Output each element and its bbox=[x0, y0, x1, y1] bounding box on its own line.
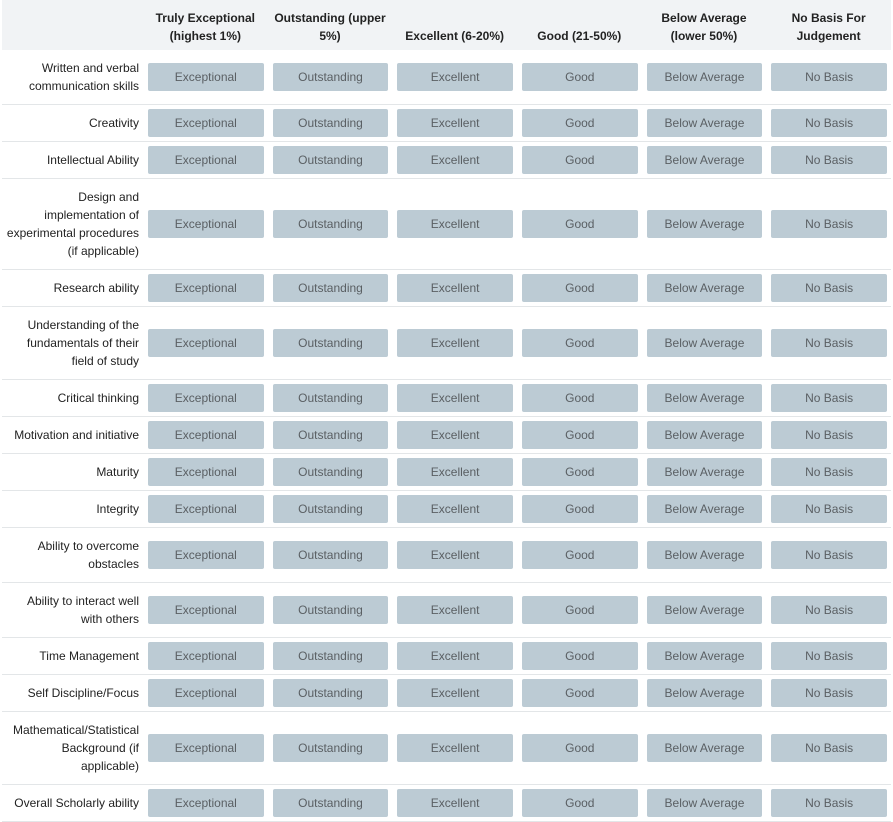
rating-option-button[interactable]: Outstanding bbox=[273, 421, 389, 449]
rating-option-button[interactable]: Exceptional bbox=[148, 679, 264, 707]
rating-option-button[interactable]: Good bbox=[522, 458, 638, 486]
rating-cell bbox=[143, 50, 268, 105]
rating-cell bbox=[766, 712, 891, 785]
rating-option-button[interactable]: No Basis bbox=[771, 274, 887, 302]
row-label: Understanding of the fundamentals of their field of study bbox=[26, 318, 139, 368]
rating-cell bbox=[392, 528, 517, 583]
rating-option-button[interactable]: Good bbox=[522, 734, 638, 762]
rating-cell bbox=[517, 675, 642, 712]
rating-option-button[interactable]: No Basis bbox=[771, 458, 887, 486]
column-header: Below Average (lower 50%) bbox=[642, 0, 767, 50]
matrix-row bbox=[2, 583, 891, 638]
rating-cell bbox=[766, 675, 891, 712]
rating-cell bbox=[392, 583, 517, 638]
rating-option-button[interactable]: No Basis bbox=[771, 734, 887, 762]
matrix-row bbox=[2, 142, 891, 179]
matrix-row bbox=[2, 50, 891, 105]
rating-option-button[interactable]: Outstanding bbox=[273, 384, 389, 412]
rating-cell bbox=[392, 712, 517, 785]
rating-cell bbox=[642, 454, 767, 491]
matrix-row bbox=[2, 307, 891, 380]
rating-cell bbox=[517, 105, 642, 142]
rating-option-button[interactable]: Exceptional bbox=[148, 734, 264, 762]
row-label: Ability to interact well with others bbox=[26, 594, 139, 626]
rating-cell bbox=[268, 712, 393, 785]
row-label: Mathematical/Statistical Background (if applicable) bbox=[12, 723, 139, 773]
rating-cell bbox=[766, 417, 891, 454]
rating-option-button[interactable]: Good bbox=[522, 210, 638, 238]
header-corner bbox=[2, 0, 143, 50]
column-header: Excellent (6-20%) bbox=[392, 0, 517, 50]
rating-option-button[interactable]: Below Average bbox=[647, 458, 763, 486]
rating-option-button[interactable]: Outstanding bbox=[273, 541, 389, 569]
rating-option-button[interactable]: Good bbox=[522, 421, 638, 449]
row-label: Creativity bbox=[88, 116, 139, 130]
row-label: Research ability bbox=[53, 281, 139, 295]
row-label: Critical thinking bbox=[57, 391, 139, 405]
rating-option-button[interactable]: No Basis bbox=[771, 679, 887, 707]
rating-option-button[interactable]: No Basis bbox=[771, 789, 887, 817]
rating-cell bbox=[766, 638, 891, 675]
rating-cell bbox=[517, 785, 642, 822]
rating-option-button[interactable]: Excellent bbox=[397, 458, 513, 486]
rating-option-button[interactable]: Outstanding bbox=[273, 642, 389, 670]
rating-option-button[interactable]: Below Average bbox=[647, 421, 763, 449]
rating-option-button[interactable]: Good bbox=[522, 329, 638, 357]
rating-cell bbox=[766, 307, 891, 380]
rating-cell bbox=[517, 528, 642, 583]
rating-cell bbox=[143, 454, 268, 491]
rating-option-button[interactable]: Exceptional bbox=[148, 458, 264, 486]
rating-cell bbox=[766, 583, 891, 638]
row-label: Intellectual Ability bbox=[46, 153, 139, 167]
rating-option-button[interactable]: Good bbox=[522, 63, 638, 91]
rating-option-button[interactable]: No Basis bbox=[771, 541, 887, 569]
matrix-row bbox=[2, 712, 891, 785]
rating-option-button[interactable]: Below Average bbox=[647, 210, 763, 238]
rating-cell bbox=[268, 638, 393, 675]
rating-cell bbox=[268, 491, 393, 528]
rating-option-button[interactable]: Excellent bbox=[397, 541, 513, 569]
rating-option-button[interactable]: Below Average bbox=[647, 495, 763, 523]
rating-cell bbox=[392, 105, 517, 142]
rating-cell bbox=[642, 528, 767, 583]
rating-option-button[interactable]: Exceptional bbox=[148, 109, 264, 137]
rating-matrix bbox=[2, 0, 891, 822]
rating-option-button[interactable]: Exceptional bbox=[148, 596, 264, 624]
row-label: Overall Scholarly ability bbox=[14, 796, 139, 810]
column-header: No Basis For Judgement bbox=[766, 0, 891, 50]
rating-cell bbox=[517, 491, 642, 528]
rating-cell bbox=[517, 712, 642, 785]
rating-cell bbox=[268, 380, 393, 417]
rating-cell bbox=[642, 142, 767, 179]
rating-option-button[interactable]: Excellent bbox=[397, 146, 513, 174]
header-row bbox=[2, 0, 891, 50]
column-header: Truly Exceptional (highest 1%) bbox=[143, 0, 268, 50]
matrix-row bbox=[2, 491, 891, 528]
rating-cell bbox=[268, 785, 393, 822]
rating-option-button[interactable]: Outstanding bbox=[273, 789, 389, 817]
rating-cell bbox=[392, 380, 517, 417]
matrix-row bbox=[2, 380, 891, 417]
rating-cell bbox=[517, 270, 642, 307]
rating-option-button[interactable]: Below Average bbox=[647, 679, 763, 707]
rating-cell bbox=[642, 675, 767, 712]
rating-option-button[interactable]: No Basis bbox=[771, 146, 887, 174]
rating-cell bbox=[143, 785, 268, 822]
rating-option-button[interactable]: Excellent bbox=[397, 734, 513, 762]
rating-option-button[interactable]: Good bbox=[522, 541, 638, 569]
row-label: Integrity bbox=[96, 502, 139, 516]
rating-cell bbox=[766, 785, 891, 822]
row-label: Ability to overcome obstacles bbox=[37, 539, 139, 571]
rating-option-button[interactable]: Outstanding bbox=[273, 63, 389, 91]
rating-cell bbox=[143, 675, 268, 712]
rating-cell bbox=[268, 528, 393, 583]
matrix-row bbox=[2, 638, 891, 675]
rating-cell bbox=[642, 785, 767, 822]
rating-option-button[interactable]: Below Average bbox=[647, 541, 763, 569]
rating-cell bbox=[392, 142, 517, 179]
rating-cell bbox=[642, 583, 767, 638]
rating-cell bbox=[143, 307, 268, 380]
rating-option-button[interactable]: No Basis bbox=[771, 329, 887, 357]
rating-cell bbox=[268, 105, 393, 142]
row-label: Maturity bbox=[96, 465, 139, 479]
rating-option-button[interactable]: Outstanding bbox=[273, 596, 389, 624]
rating-cell bbox=[517, 417, 642, 454]
matrix-row bbox=[2, 270, 891, 307]
rating-option-button[interactable]: Excellent bbox=[397, 679, 513, 707]
rating-option-button[interactable]: Below Average bbox=[647, 789, 763, 817]
rating-option-button[interactable]: Outstanding bbox=[273, 458, 389, 486]
rating-cell bbox=[642, 417, 767, 454]
rating-option-button[interactable]: Exceptional bbox=[148, 146, 264, 174]
rating-option-button[interactable]: Outstanding bbox=[273, 329, 389, 357]
rating-cell bbox=[143, 638, 268, 675]
rating-cell bbox=[766, 528, 891, 583]
rating-option-button[interactable]: Below Average bbox=[647, 63, 763, 91]
rating-option-button[interactable]: Exceptional bbox=[148, 210, 264, 238]
rating-cell bbox=[392, 491, 517, 528]
rating-option-button[interactable]: Below Average bbox=[647, 596, 763, 624]
rating-option-button[interactable]: Exceptional bbox=[148, 541, 264, 569]
rating-option-button[interactable]: Outstanding bbox=[273, 274, 389, 302]
rating-option-button[interactable]: Exceptional bbox=[148, 63, 264, 91]
rating-cell bbox=[766, 50, 891, 105]
rating-cell bbox=[642, 179, 767, 270]
rating-option-button[interactable]: Good bbox=[522, 146, 638, 174]
rating-cell bbox=[392, 417, 517, 454]
rating-option-button[interactable]: Excellent bbox=[397, 596, 513, 624]
rating-option-button[interactable]: No Basis bbox=[771, 495, 887, 523]
rating-cell bbox=[642, 270, 767, 307]
rating-option-button[interactable]: Below Average bbox=[647, 642, 763, 670]
rating-cell bbox=[268, 307, 393, 380]
rating-option-button[interactable]: Below Average bbox=[647, 146, 763, 174]
rating-cell bbox=[143, 528, 268, 583]
rating-cell bbox=[642, 638, 767, 675]
rating-option-button[interactable]: Below Average bbox=[647, 329, 763, 357]
rating-option-button[interactable]: Good bbox=[522, 789, 638, 817]
rating-cell bbox=[642, 380, 767, 417]
rating-cell bbox=[268, 583, 393, 638]
rating-option-button[interactable]: No Basis bbox=[771, 210, 887, 238]
row-label: Design and implementation of experimental procedures (if applicable) bbox=[6, 190, 139, 258]
rating-cell bbox=[766, 105, 891, 142]
rating-option-button[interactable]: Good bbox=[522, 274, 638, 302]
rating-option-button[interactable]: No Basis bbox=[771, 421, 887, 449]
rating-cell bbox=[766, 454, 891, 491]
rating-cell bbox=[642, 105, 767, 142]
rating-cell bbox=[642, 50, 767, 105]
rating-cell bbox=[143, 270, 268, 307]
rating-option-button[interactable]: Excellent bbox=[397, 63, 513, 91]
rating-cell bbox=[766, 142, 891, 179]
matrix-row bbox=[2, 179, 891, 270]
rating-option-button[interactable]: Good bbox=[522, 596, 638, 624]
rating-option-button[interactable]: Below Average bbox=[647, 384, 763, 412]
rating-option-button[interactable]: Good bbox=[522, 109, 638, 137]
rating-cell bbox=[392, 307, 517, 380]
matrix-body bbox=[2, 50, 891, 822]
rating-cell bbox=[392, 638, 517, 675]
rating-cell bbox=[517, 179, 642, 270]
rating-cell bbox=[642, 307, 767, 380]
rating-option-button[interactable]: Below Average bbox=[647, 734, 763, 762]
rating-option-button[interactable]: Good bbox=[522, 642, 638, 670]
rating-option-button[interactable]: Good bbox=[522, 679, 638, 707]
rating-cell bbox=[143, 583, 268, 638]
rating-option-button[interactable]: Outstanding bbox=[273, 495, 389, 523]
rating-cell bbox=[268, 270, 393, 307]
rating-option-button[interactable]: Excellent bbox=[397, 642, 513, 670]
rating-cell bbox=[143, 712, 268, 785]
rating-cell bbox=[392, 179, 517, 270]
rating-cell bbox=[517, 307, 642, 380]
rating-option-button[interactable]: Excellent bbox=[397, 789, 513, 817]
rating-cell bbox=[766, 270, 891, 307]
rating-cell bbox=[268, 142, 393, 179]
rating-cell bbox=[517, 454, 642, 491]
matrix-row bbox=[2, 454, 891, 491]
rating-option-button[interactable]: Excellent bbox=[397, 384, 513, 412]
rating-option-button[interactable]: Exceptional bbox=[148, 495, 264, 523]
rating-cell bbox=[517, 380, 642, 417]
rating-cell bbox=[143, 417, 268, 454]
column-header: Outstanding (upper 5%) bbox=[268, 0, 393, 50]
rating-option-button[interactable]: Excellent bbox=[397, 421, 513, 449]
rating-option-button[interactable]: No Basis bbox=[771, 384, 887, 412]
rating-option-button[interactable]: Outstanding bbox=[273, 146, 389, 174]
rating-option-button[interactable]: Good bbox=[522, 495, 638, 523]
rating-option-button[interactable]: Excellent bbox=[397, 329, 513, 357]
rating-option-button[interactable]: No Basis bbox=[771, 63, 887, 91]
rating-cell bbox=[766, 179, 891, 270]
matrix-row bbox=[2, 785, 891, 822]
rating-cell bbox=[392, 454, 517, 491]
rating-option-button[interactable]: Good bbox=[522, 384, 638, 412]
rating-cell bbox=[517, 638, 642, 675]
rating-option-button[interactable]: Excellent bbox=[397, 210, 513, 238]
rating-cell bbox=[143, 491, 268, 528]
rating-option-button[interactable]: Outstanding bbox=[273, 109, 389, 137]
rating-option-button[interactable]: Exceptional bbox=[148, 421, 264, 449]
rating-option-button[interactable]: No Basis bbox=[771, 642, 887, 670]
rating-cell bbox=[143, 105, 268, 142]
rating-cell bbox=[517, 50, 642, 105]
rating-cell bbox=[392, 270, 517, 307]
rating-option-button[interactable]: Exceptional bbox=[148, 329, 264, 357]
rating-option-button[interactable]: Excellent bbox=[397, 109, 513, 137]
matrix-row bbox=[2, 105, 891, 142]
rating-option-button[interactable]: Excellent bbox=[397, 274, 513, 302]
rating-cell bbox=[268, 50, 393, 105]
rating-cell bbox=[143, 179, 268, 270]
matrix-row bbox=[2, 675, 891, 712]
rating-cell bbox=[392, 675, 517, 712]
rating-cell bbox=[268, 454, 393, 491]
rating-option-button[interactable]: Exceptional bbox=[148, 789, 264, 817]
matrix-row bbox=[2, 417, 891, 454]
rating-cell bbox=[517, 142, 642, 179]
rating-option-button[interactable]: Below Average bbox=[647, 109, 763, 137]
rating-cell bbox=[766, 491, 891, 528]
column-header: Good (21-50%) bbox=[517, 0, 642, 50]
row-label: Motivation and initiative bbox=[14, 428, 139, 442]
rating-option-button[interactable]: No Basis bbox=[771, 596, 887, 624]
rating-option-button[interactable]: Exceptional bbox=[148, 384, 264, 412]
rating-cell bbox=[268, 675, 393, 712]
matrix-row bbox=[2, 528, 891, 583]
rating-cell bbox=[143, 380, 268, 417]
rating-option-button[interactable]: Outstanding bbox=[273, 679, 389, 707]
rating-option-button[interactable]: No Basis bbox=[771, 109, 887, 137]
row-label: Written and verbal communication skills bbox=[28, 61, 139, 93]
rating-option-button[interactable]: Below Average bbox=[647, 274, 763, 302]
rating-option-button[interactable]: Outstanding bbox=[273, 734, 389, 762]
rating-cell bbox=[642, 491, 767, 528]
rating-option-button[interactable]: Excellent bbox=[397, 495, 513, 523]
rating-option-button[interactable]: Exceptional bbox=[148, 274, 264, 302]
rating-cell bbox=[766, 380, 891, 417]
rating-cell bbox=[392, 785, 517, 822]
rating-option-button[interactable]: Outstanding bbox=[273, 210, 389, 238]
rating-cell bbox=[268, 179, 393, 270]
rating-cell bbox=[642, 712, 767, 785]
rating-cell bbox=[268, 417, 393, 454]
rating-option-button[interactable]: Exceptional bbox=[148, 642, 264, 670]
row-label: Time Management bbox=[39, 649, 139, 663]
rating-cell bbox=[392, 50, 517, 105]
rating-cell bbox=[517, 583, 642, 638]
rating-cell bbox=[143, 142, 268, 179]
row-label: Self Discipline/Focus bbox=[27, 686, 139, 700]
